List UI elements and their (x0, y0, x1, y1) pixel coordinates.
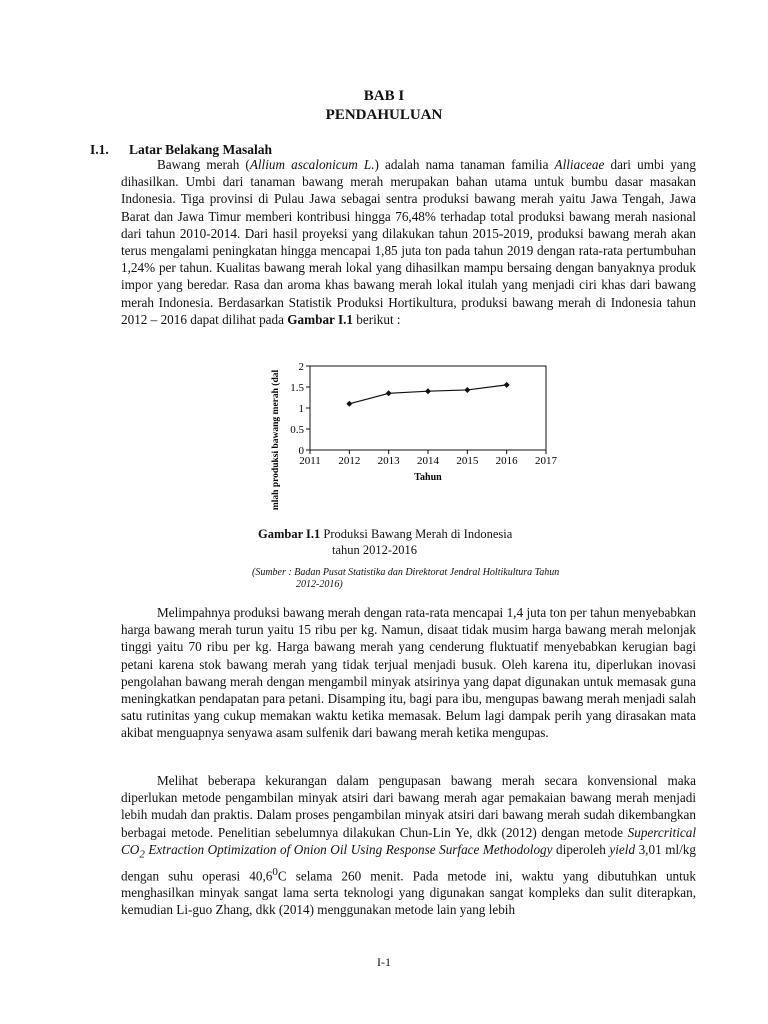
x-tick-label: 2011 (299, 455, 321, 467)
y-tick-label: 0.5 (290, 424, 304, 436)
x-tick-label: 2016 (495, 455, 518, 467)
figure-source: (Sumber : Badan Pusat Statistika dan Direktorat Jendral Holtikultura Tahun (252, 567, 560, 578)
plot-frame (310, 366, 546, 450)
x-tick-label: 2013 (377, 455, 400, 467)
data-point (425, 388, 431, 394)
data-point (346, 401, 352, 407)
data-point (386, 390, 392, 396)
section-number: I.1. (90, 142, 109, 157)
x-tick-label: 2017 (535, 455, 557, 467)
figure-caption: Gambar I.1 Produksi Bawang Merah di Indonesia (258, 527, 513, 541)
production-line-chart (258, 356, 568, 518)
figure-caption-line2: tahun 2012-2016 (332, 543, 418, 557)
data-point (464, 387, 470, 393)
chapter-title: PENDAHULUAN (325, 107, 443, 123)
x-axis-label: Tahun (414, 472, 442, 483)
y-tick-label: 0 (298, 445, 304, 457)
series-line (349, 385, 506, 404)
section-title: Latar Belakang Masalah (129, 142, 273, 157)
chapter-number: BAB I (363, 88, 405, 104)
plot-area (270, 361, 558, 510)
data-point (504, 382, 510, 388)
paragraph-3: Melihat beberapa kekurangan dalam pengupasan bawang merah secara konvensional maka diperlukan metode pengambilan minyak atsiri dari bawang merah agar pemakaian bawang merah menjadi lebih mudah dan praktis. Dalam proses pengambilan minyak atsiri dari bawang merah sudah dikembangkan berbagai metode. Penelitian sebelumnya dilakukan Chun-Lin Ye, dkk (2012) dengan metode Supercritical $CO_2$ Extraction Optimization of Onion Oil Using Response Surface Methodology diperoleh yield 3,01 ml/kg dengan suhu operasi 40,6$^0$C selama 260 menit. Pada metode ini, waktu yang dibutuhkan untuk menghasilkan minyak sangat lama serta teknologi yang digunakan sangat kompleks dan sulit diterapkan, kemudian Li-guo Zhang, dkk (2014) menggunakan metode lain yang lebih (121, 773, 696, 918)
y-tick-label: 1.5 (290, 382, 304, 394)
x-tick-label: 2012 (338, 455, 361, 467)
y-axis-label: mlah produksi bawang merah (dal (271, 369, 281, 511)
page-number: I-1 (377, 955, 391, 969)
x-tick-label: 2014 (417, 455, 439, 467)
y-tick-label: 2 (298, 361, 304, 373)
x-tick-label: 2015 (456, 455, 479, 467)
y-tick-label: 1 (298, 403, 304, 415)
figure-source-line2: 2012-2016) (296, 579, 343, 590)
paragraph-1: Bawang merah (Allium ascalonicum L.) adalah nama tanaman familia Alliaceae dari umbi yang dihasilkan. Umbi dari tanaman bawang merah merupakan bahan utama untuk bumbu dasar masakan Indonesia. Tiga provinsi di Pulau Jawa sebagai sentra produksi bawang merah yaitu Jawa Tengah, Jawa Barat dan Jawa Timur memberi kontribusi hingga 76,48% terhadap total produksi bawang merah nasional dari tahun 2010-2014. Dari hasil proyeksi yang dilakukan tahun 2015-2019, produksi bawang merah akan terus mengalami peningkatan hingga mencapai 1,85 juta ton pada tahun 2019 dengan rata-rata pertumbuhan 1,24% per tahun. Kualitas bawang merah lokal yang dihasilkan mampu bersaing dengan banyaknya produk impor yang beredar. Rasa dan aroma khas bawang merah lokal itulah yang menjadi ciri khas dari bawang merah Indonesia. Berdasarkan Statistik Produksi Hortikultura, produksi bawang merah di Indonesia tahun 2012 – 2016 dapat dilihat pada Gambar I.1 berikut : (121, 157, 696, 327)
paragraph-2: Melimpahnya produksi bawang merah dengan rata-rata mencapai 1,4 juta ton per tahun menyebabkan harga bawang merah turun yaitu 15 ribu per kg. Namun, disaat tidak musim harga bawang merah melonjak tinggi yaitu 70 ribu per kg. Harga bawang merah yang cenderung fluktuatif menyebabkan kerugian bagi petani karena stok bawang merah yang tidak terjual menjadi busuk. Oleh karena itu, diperlukan inovasi pengolahan bawang merah dengan mengambil minyak atsirinya yang dapat digunakan untuk memasak guna meningkatkan pendapatan para petani. Disamping itu, bagi para ibu, mengupas bawang merah menjadi salah satu rutinitas yang cukup memakan waktu ketika memasak. Belum lagi dampak perih yang dirasakan mata akibat menguapnya senyawa asam sulfenik dari bawang merah ketika mengupas. (121, 605, 696, 741)
